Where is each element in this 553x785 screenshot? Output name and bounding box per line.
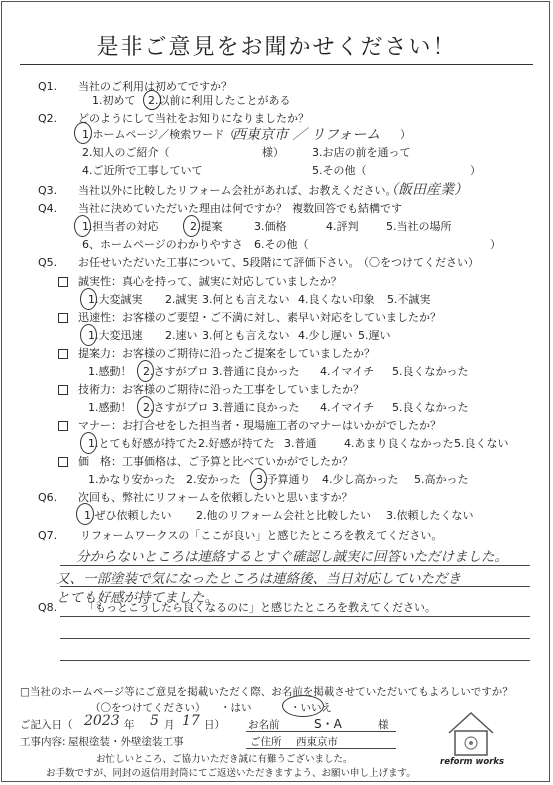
q7-text: リフォームワークスの「ここが良い」と感じたところを教えてください。 (80, 529, 443, 542)
q5-item-5-opt-1[interactable]: 1.とても好感が持てた (88, 437, 198, 450)
publish-consent-question: □当社のホームページ等にご意見を掲載いただく際、お名前を掲載させていただいてもよろしいですか？ (20, 686, 513, 698)
q8-number: Q8. (38, 601, 58, 614)
q5-item-4-opt-4[interactable]: 4.イマイチ (320, 401, 375, 414)
q8-text: 「もっとこうしたら良くなるのに」と感じたところを教えてください。 (84, 601, 436, 614)
q6-answer-circle (76, 503, 94, 525)
q5-item-2-opt-5[interactable]: 5.遅い (358, 329, 391, 342)
q7-handwritten-line-3: とても好感が持てました。 (56, 590, 218, 606)
q5-item-3-opt-4[interactable]: 4.イマイチ (320, 365, 375, 378)
q5-item-4-opt-1[interactable]: 1.感動！ (88, 401, 132, 414)
q1-answer-circle (143, 90, 161, 110)
q5-item-6-checkbox[interactable] (58, 457, 68, 467)
q6-option-2[interactable]: 2.他のリフォーム会社と比較したい (196, 509, 371, 522)
thanks-line-2: お手数ですが、同封の返信用封筒にてご返送いただきますよう、お願い申し上げます。 (46, 768, 416, 779)
q5-item-1-opt-2[interactable]: 2.誠実 (165, 293, 198, 306)
q4-option-4[interactable]: 4.評判 (326, 220, 359, 233)
q7-answer-rule-1 (60, 565, 530, 566)
q5-number: Q5. (38, 256, 58, 269)
q5-text: お任せいただいた工事について、5段階にて評価下さい。 (78, 256, 360, 269)
q4-option-7-close: ） (490, 238, 501, 251)
q7-number: Q7. (38, 529, 58, 542)
q3-number: Q3. (38, 184, 58, 197)
q5-item-4-opt-5[interactable]: 5.良くなかった (392, 401, 469, 414)
q5-item-1-checkbox[interactable] (58, 277, 68, 287)
q4-answer-circle-1 (74, 215, 91, 237)
q5-item-2-answer-circle (80, 324, 97, 346)
q5-item-2-opt-4[interactable]: 4.少し遅い (298, 329, 353, 342)
q5-item-1-answer-circle (80, 288, 97, 310)
publish-consent-mark-note: （〇をつけてください） (90, 702, 206, 714)
q2-option-5-close: ） (470, 164, 481, 177)
work-label: 工事内容: (20, 736, 66, 748)
q5-item-5-opt-4[interactable]: 4.あまり良くなかった (344, 437, 454, 450)
thanks-line-1: お忙しいところ、ご協力いただき誠に有難うございました。 (96, 754, 353, 765)
q2-option-1-close: ） (400, 128, 411, 141)
date-day-unit: 日） (204, 719, 225, 731)
q2-option-5[interactable]: 5.その他（ (312, 164, 367, 177)
q2-option-2-sama: 様） (262, 146, 284, 159)
q6-text: 次回も、弊社にリフォームを依頼したいと思いますか？ (78, 491, 353, 504)
q5-item-3-checkbox[interactable] (58, 349, 68, 359)
date-day[interactable]: 17 (182, 713, 200, 729)
q4-option-5[interactable]: 5.当社の場所 (386, 220, 452, 233)
date-label: ご記入日（ (20, 719, 73, 731)
q4-option-2[interactable]: 2.提案 (190, 220, 223, 233)
q5-item-3-answer-circle (137, 360, 154, 382)
q5-item-3-opt-5[interactable]: 5.良くなかった (392, 365, 469, 378)
address-rule (246, 748, 396, 749)
q4-number: Q4. (38, 202, 58, 215)
q3-handwritten-answer: （飯田産業） (384, 182, 468, 198)
q5-item-6-opt-2[interactable]: 2.安かった (186, 473, 241, 486)
q5-item-4-opt-3[interactable]: 3.普通に良かった (212, 401, 300, 414)
q1-text: 当社のご利用は初めてですか？ (78, 80, 232, 93)
reform-works-logo-icon (443, 707, 499, 763)
date-month-unit: 月 (164, 719, 175, 731)
q5-item-1-opt-1[interactable]: 1.大変誠実 (88, 293, 143, 306)
q1-option-2[interactable]: 2.以前に利用したことがある (148, 94, 291, 107)
q5-item-3-label: 提案力：お客様のご期待に沿ったご提案をしていましたか？ (78, 347, 375, 360)
work-content: 屋根塗装・外壁塗装工事 (68, 736, 184, 748)
q5-item-6-opt-5[interactable]: 5.高かった (414, 473, 469, 486)
address-label: ご住所 (250, 736, 282, 748)
q1-option-1[interactable]: 1.初めて (92, 94, 136, 107)
customer-name[interactable]: S・A (314, 717, 342, 731)
q2-handwritten-answer: 西東京市 ／ リフォーム (232, 127, 381, 143)
q4-option-3[interactable]: 3.価格 (254, 220, 287, 233)
name-suffix: 様 (378, 719, 389, 731)
page-title: 是非ご意見をお聞かせください！ (96, 35, 457, 60)
q5-item-2-opt-3[interactable]: 3.何とも言えない (202, 329, 290, 342)
q4-note: 複数回答でも結構です (292, 202, 402, 215)
q4-option-7[interactable]: 6.その他（ (254, 238, 309, 251)
q8-answer-rule-3 (60, 660, 530, 661)
q3-text: 当社以外に比較したリフォーム会社があれば、お教えください。 (78, 184, 397, 197)
address-value[interactable]: 西東京市 (296, 736, 338, 748)
publish-consent-no[interactable]: ・いいえ (290, 702, 332, 714)
q6-option-1[interactable]: 1.ぜひ依頼したい (84, 509, 172, 522)
q5-item-3-opt-1[interactable]: 1.感動！ (88, 365, 132, 378)
q5-item-5-answer-circle (80, 432, 97, 454)
date-year[interactable]: 2023 (84, 713, 120, 729)
q5-item-4-opt-2[interactable]: 2.さすがプロ (143, 401, 209, 414)
q4-option-1[interactable]: 1.担当者の対応 (82, 220, 159, 233)
q5-item-6-opt-3[interactable]: 3.予算通り (256, 473, 311, 486)
publish-consent-yes[interactable]: ・はい (220, 702, 252, 714)
name-label: お名前 (248, 719, 280, 731)
q5-item-5-opt-2[interactable]: 2.好感が持てた (198, 437, 275, 450)
q5-item-2-opt-1[interactable]: 1.大変迅速 (88, 329, 143, 342)
q5-item-3-opt-3[interactable]: 3.普通に良かった (212, 365, 300, 378)
q5-item-4-checkbox[interactable] (58, 385, 68, 395)
q5-item-1-opt-5[interactable]: 5.不誠実 (387, 293, 431, 306)
q5-item-4-answer-circle (137, 396, 154, 418)
q5-item-6-opt-1[interactable]: 1.かなり安かった (88, 473, 176, 486)
q6-option-3[interactable]: 3.依頼したくない (386, 509, 474, 522)
q5-item-2-checkbox[interactable] (58, 313, 68, 323)
q4-text: 当社に決めていただいた理由は何ですか？ (78, 202, 287, 215)
q2-text: どのようにして当社をお知りになりましたか？ (78, 112, 309, 125)
q7-handwritten-line-2: 又、一部塗装で気になったところは連絡後、当日対応していただき (56, 571, 461, 587)
q5-item-1-label: 誠実性：真心を持って、誠実に対応していましたか？ (78, 275, 342, 288)
q2-option-4[interactable]: 4.ご近所で工事していて (82, 164, 203, 177)
q5-item-2-opt-2[interactable]: 2.速い (165, 329, 198, 342)
q1-number: Q1. (38, 80, 58, 93)
q5-note: （〇をつけてください） (358, 256, 479, 269)
q5-item-6-opt-4[interactable]: 4.少し高かった (322, 473, 399, 486)
q8-answer-rule-2 (60, 638, 530, 639)
q8-answer-rule-1 (60, 616, 530, 617)
date-year-unit: 年 (124, 719, 135, 731)
q5-item-1-opt-3[interactable]: 3.何とも言えない (202, 293, 290, 306)
publish-consent-answer-circle (282, 695, 324, 717)
q2-option-3[interactable]: 3.お店の前を通って (312, 146, 411, 159)
q6-number: Q6. (38, 491, 58, 504)
q5-item-3-opt-2[interactable]: 2.さすがプロ (143, 365, 209, 378)
q5-item-2-label: 迅速性：お客様のご要望・ご不満に対し、素早い対応をしていましたか？ (78, 311, 441, 324)
q5-item-5-label: マナー：お打合せをした担当者・現場施工者のマナーはいかがでしたか？ (78, 419, 441, 432)
name-rule (246, 731, 396, 732)
logo-text: reform works (440, 757, 505, 767)
date-month[interactable]: 5 (150, 713, 159, 729)
q2-option-2[interactable]: 2.知人のご紹介（ (82, 146, 170, 159)
q5-item-5-checkbox[interactable] (58, 421, 68, 431)
q5-item-6-label: 価 格：工事価格は、ご予算と比べていかがでしたか？ (78, 455, 353, 468)
q5-item-4-label: 技術力：お客様のご期待に沿った工事をしていましたか？ (78, 383, 364, 396)
title-underline (20, 64, 533, 65)
q7-handwritten-line-1: 分からないところは連絡するとすぐ確認し誠実に回答いただけました。 (76, 549, 508, 565)
q4-option-6[interactable]: 6、ホームページのわかりやすさ (82, 238, 243, 251)
q5-item-6-answer-circle (250, 468, 267, 490)
q2-answer-circle (74, 122, 92, 144)
q5-item-5-opt-5[interactable]: 5.良くない (454, 437, 509, 450)
q5-item-1-opt-4[interactable]: 4.良くない印象 (298, 293, 375, 306)
q2-option-1[interactable]: 1.ホームページ／検索ワード（ (82, 128, 236, 141)
q4-answer-circle-2 (183, 215, 200, 237)
q2-number: Q2. (38, 112, 58, 125)
q5-item-5-opt-3[interactable]: 3.普通 (284, 437, 317, 450)
